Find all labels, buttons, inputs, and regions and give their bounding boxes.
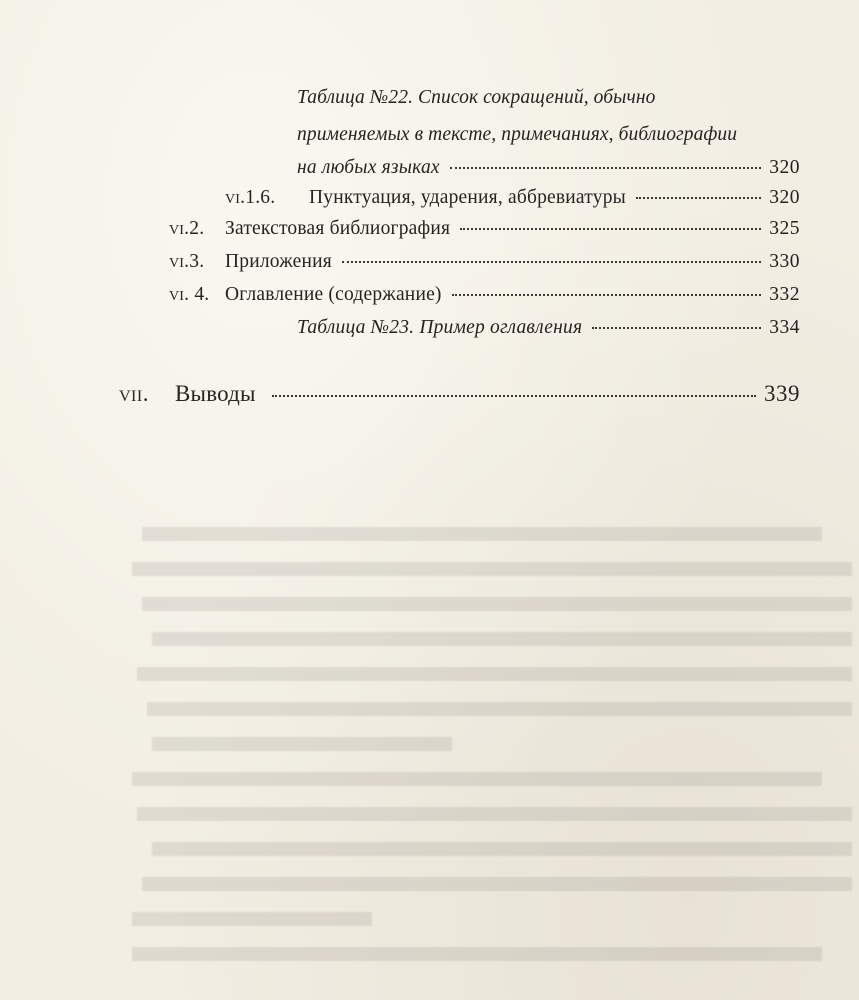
toc-entry-vi-1-6	[225, 188, 800, 208]
section-title: Пунктуация, ударения, аббревиатуры	[309, 187, 626, 208]
dot-leader	[452, 294, 762, 296]
dot-leader	[272, 395, 756, 397]
table22-line3: на любых языках	[297, 157, 440, 178]
dot-leader	[460, 228, 761, 230]
toc-entry-vi-2	[169, 219, 800, 239]
dot-leader	[636, 197, 761, 199]
section-number: vi.1.6.	[225, 187, 276, 208]
section-title: Затекстовая библиография	[225, 218, 451, 239]
toc-entry-table23	[297, 318, 800, 338]
section-title: Приложения	[225, 251, 332, 272]
section-title: Оглавление (содержание)	[225, 284, 442, 305]
table22-line1: Таблица №22. Список сокращений, обычно	[297, 87, 656, 108]
page-number: 325	[769, 218, 800, 239]
page-number: 339	[764, 381, 800, 406]
chapter-title: Выводы	[175, 381, 256, 406]
section-number: vi.2.	[169, 218, 205, 239]
table22-line2: применяемых в тексте, примечаниях, библиографии	[297, 124, 738, 145]
page-number: 330	[769, 251, 800, 272]
show-through-texture	[112, 515, 852, 982]
toc-entry-table22	[297, 158, 800, 178]
dot-leader	[592, 327, 761, 329]
toc-entry-vi-4	[169, 285, 800, 305]
dot-leader	[342, 261, 761, 263]
toc-entry-vi-3	[169, 252, 800, 272]
page-number: 320	[769, 187, 800, 208]
section-number: vi. 4.	[169, 284, 210, 305]
page-number: 334	[769, 317, 800, 338]
dot-leader	[450, 167, 761, 169]
section-number: vi.3.	[169, 251, 205, 272]
table23-title: Таблица №23. Пример оглавления	[297, 317, 583, 338]
chapter-number: vii.	[119, 381, 149, 406]
page-number: 332	[769, 284, 800, 305]
page-number: 320	[769, 157, 800, 178]
toc-entry-chapter-vii	[119, 382, 800, 405]
